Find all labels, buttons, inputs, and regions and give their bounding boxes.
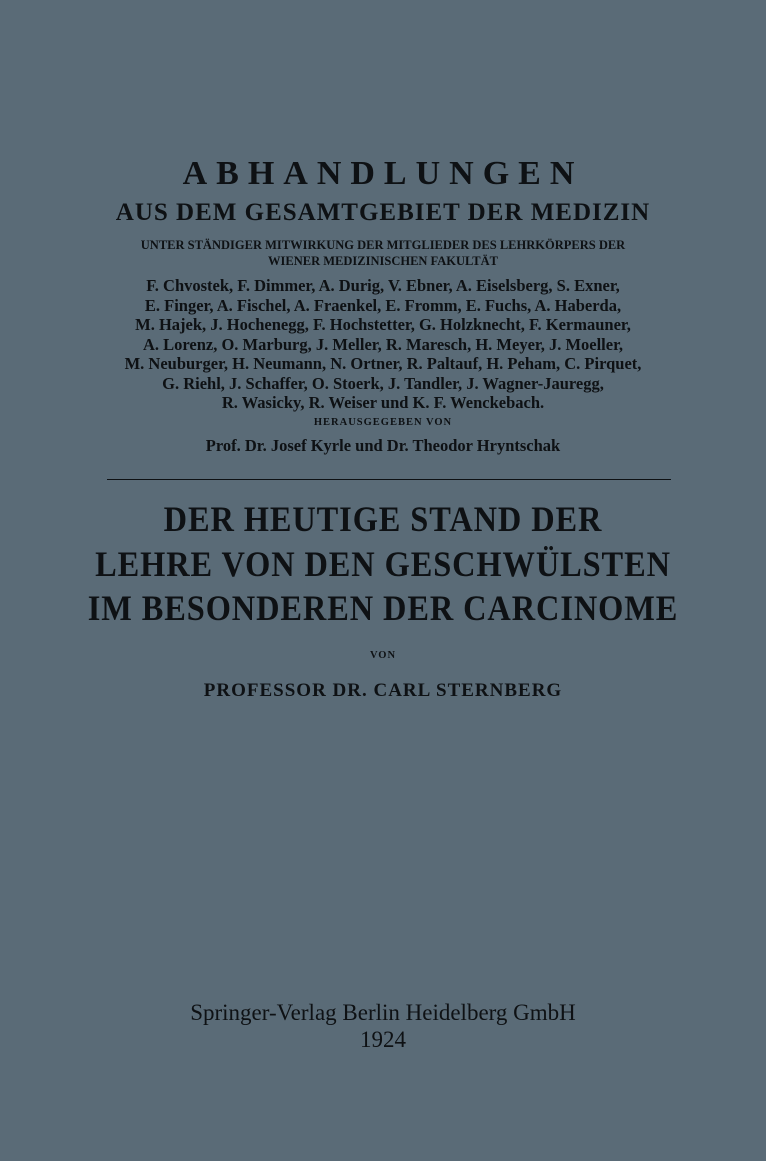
publication-year: 1924 — [360, 1027, 406, 1052]
book-author: PROFESSOR DR. CARL STERNBERG — [203, 680, 563, 701]
series-title: ABHANDLUNGEN — [182, 155, 584, 192]
book-title — [38, 497, 727, 631]
contributor-list — [0, 276, 766, 413]
publisher: Springer-Verlag Berlin Heidelberg GmbH — [190, 1000, 576, 1025]
contributor-line: R. Wasicky, R. Weiser und K. F. Wenckebach. — [221, 393, 545, 412]
collaboration-line: WIENER MEDIZINISCHEN FAKULTÄT — [268, 254, 498, 268]
contributor-line: A. Lorenz, O. Marburg, J. Meller, R. Maresch, H. Meyer, J. Moeller, — [142, 334, 624, 354]
contributor-line: M. Hajek, J. Hochenegg, F. Hochstetter, G. Holzknecht, F. Kermauner, — [135, 315, 631, 334]
contributor-line: F. Chvostek, F. Dimmer, A. Durig, V. Ebner, A. Eiselsberg, S. Exner, — [146, 276, 620, 295]
book-title-line: LEHRE VON DEN GESCHWÜLSTEN — [95, 543, 671, 584]
book-title-line: DER HEUTIGE STAND DER — [163, 499, 603, 539]
collaboration-line: UNTER STÄNDIGER MITWIRKUNG DER MITGLIEDER DES LEHRKÖRPERS DER — [140, 238, 626, 252]
editors: Prof. Dr. Josef Kyrle und Dr. Theodor Hryntschak — [205, 436, 561, 455]
contributor-line: M. Neuburger, H. Neumann, N. Ortner, R. Paltauf, H. Peham, C. Pirquet, — [124, 354, 642, 373]
contributor-line: G. Riehl, J. Schaffer, O. Stoerk, J. Tandler, J. Wagner-Jauregg, — [162, 373, 604, 393]
by-label: VON — [369, 650, 397, 661]
divider-rule — [107, 479, 671, 480]
series-subtitle: AUS DEM GESAMTGEBIET DER MEDIZIN — [115, 199, 651, 226]
contributor-line: E. Finger, A. Fischel, A. Fraenkel, E. Fromm, E. Fuchs, A. Haberda, — [144, 295, 622, 315]
edited-by-label: HERAUSGEGEBEN VON — [313, 417, 453, 428]
collaboration-note — [0, 237, 766, 269]
book-title-line: IM BESONDEREN DER CARCINOME — [87, 588, 679, 628]
